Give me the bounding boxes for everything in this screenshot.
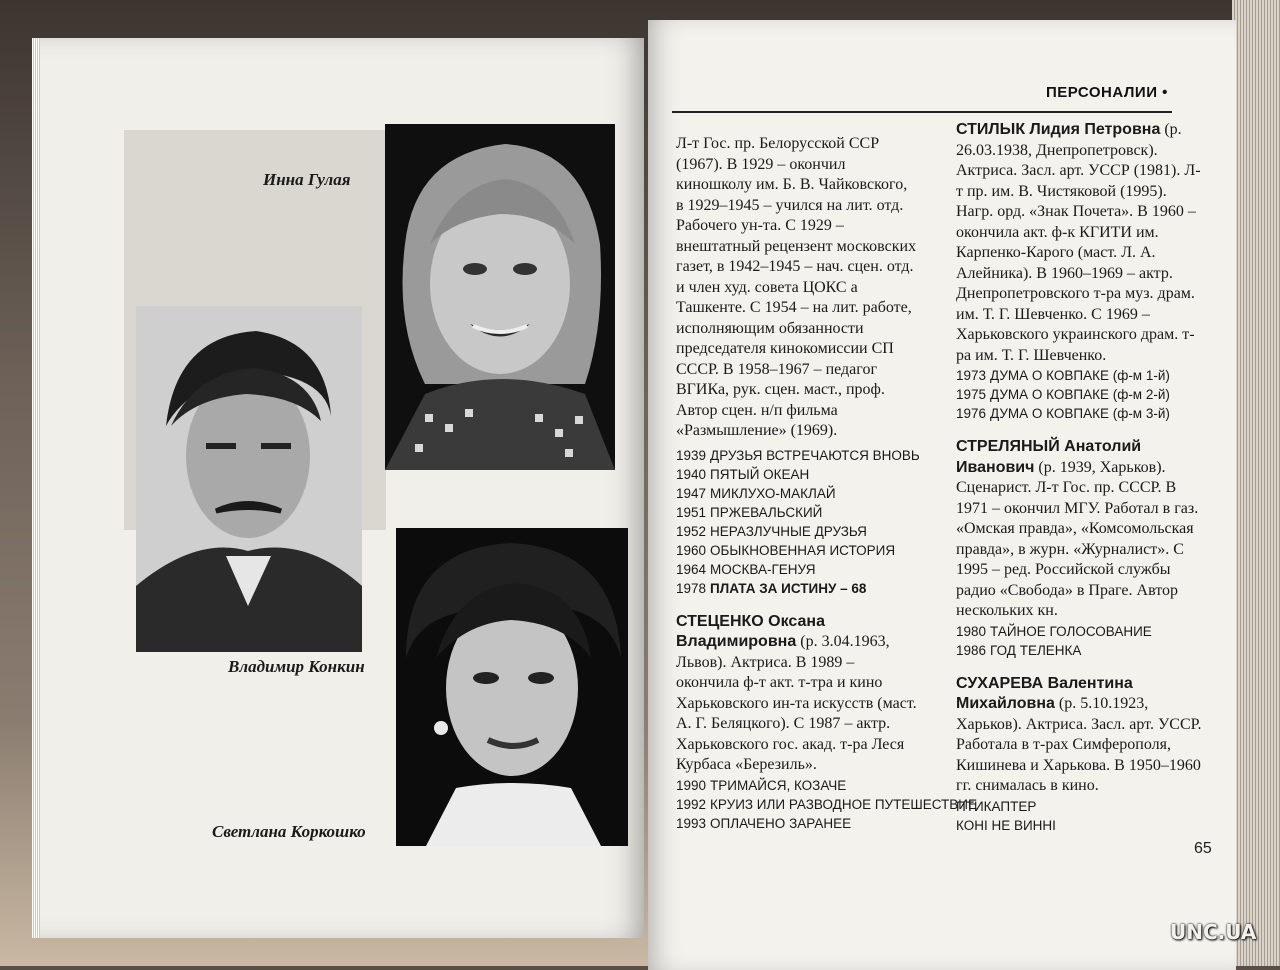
caption-svetlana-korkoshko: Светлана Коркошко	[212, 822, 366, 841]
entry-text: (р. 3.04.1963, Львов). Актриса. В 1989 – окончила ф-т акт. т-тра и кино Харьковского ин-та искусств (маст. А. Г. Беляцкого). С 1987 – актр. Харьковского гос. акад. т-ра Леся Курбаса «Березиль».	[676, 633, 917, 773]
header-rule	[672, 111, 1172, 113]
film-item: 1960 ОБЫКНОВЕННАЯ ИСТОРИЯ	[676, 542, 896, 558]
film-item: 1973 ДУМА О КОВПАКЕ (ф-м 1-й)	[956, 368, 1170, 383]
filmography-list	[956, 622, 1206, 660]
entry-stetsenko	[676, 612, 978, 833]
entry-text: (р. 5.10.1923, Харьков). Актриса. Засл. арт. УССР. Работала в т-рах Симферополя, Кишинева и Харькова. В 1950–1960 гг. снималась в кино.	[956, 695, 1202, 794]
filmography-list	[956, 366, 1206, 423]
page-header: ПЕРСОНАЛИИ •	[1046, 84, 1168, 101]
film-item: 1992 КРУИЗ ИЛИ РАЗВОДНОЕ ПУТЕШЕСТВИЕ	[676, 796, 978, 812]
film-item: 1947 МИКЛУХО-МАКЛАЙ	[676, 485, 836, 501]
entry-text: (р. 1939, Харьков). Сценарист. Л-т Гос. пр. СССР. В 1971 – окончил МГУ. Работал в газ. «Омская правда», «Комсомольская правда», в журн. «Журналист». С 1995 – ред. Российской службы радио «Свобода» в Праге. Автор нескольких кн.	[956, 458, 1199, 619]
caption-vladimir-konkin: Владимир Конкин	[228, 657, 365, 676]
photo-svetlana-korkoshko	[396, 528, 628, 846]
filmography-list	[676, 776, 978, 833]
page-number: 65	[1194, 840, 1212, 857]
film-item: 1990 ТРИМАЙСЯ, КОЗАЧЕ	[676, 777, 847, 793]
film-item: 1939 ДРУЗЬЯ ВСТРЕЧАЮТСЯ ВНОВЬ	[676, 447, 920, 463]
film-item: 1986 ГОД ТЕЛЕНКА	[956, 642, 1082, 658]
entry-sukhareva	[956, 674, 1206, 835]
film-item: ПТИКАПТЕР	[956, 798, 1037, 814]
bio-text: Л-т Гос. пр. Белорусской ССР (1967). В 1929 – окончил киношколу им. Б. В. Чайковского, в 1929–1945 – учился на лит. отд. Рабочего ун-та. С 1929 – внештатный рецензент московских газет, в 1942–1945 – нач. сцен. отд. и член худ. совета ЦОКС а Ташкенте. С 1954 – на лит. работе, исполняющим обязанности председателя кинокомиссии СП СССР. В 1958–1967 – педагог ВГИКа, рук. сцен. маст., проф. Автор сцен. н/п фильма «Размышление» (1969).	[676, 135, 917, 439]
entry-stilyk	[956, 120, 1206, 423]
film-item: 1978 ПЛАТА ЗА ИСТИНУ – 68	[676, 580, 867, 596]
photo-vladimir-konkin	[136, 306, 362, 652]
film-item: 1976 ДУМА О КОВПАКЕ (ф-м 3-й)	[956, 406, 1170, 421]
entry-name: СТЕЦЕНКО Оксана Владимировна	[676, 612, 825, 650]
film-item: 1952 НЕРАЗЛУЧНЫЕ ДРУЗЬЯ	[676, 523, 867, 539]
watermark: UNC.UA	[1170, 920, 1257, 944]
filmography-list	[956, 797, 1206, 835]
portrait-man-mustache	[136, 306, 362, 652]
photo-inna-gulaya	[385, 124, 615, 470]
entry-name: СУХАРЕВА Валентина Михайловна	[956, 674, 1133, 712]
caption-inna-gulaya: Инна Гулая	[263, 170, 351, 189]
filmography-list	[676, 446, 918, 598]
film-item: 1980 ТАЙНОЕ ГОЛОСОВАНИЕ	[956, 623, 1152, 639]
page-stack-edge	[32, 38, 40, 938]
entry-text: (р. 26.03.1938, Днепропетровск). Актриса. Засл. арт. УССР (1981). Л-т пр. им. В. Чистяковой (1995). Нагр. орд. «Знак Почета». В 1960 – окончила акт. ф-к КГИТИ им. Карпенко-Карого (маст. Л. А. Алейника). В 1960–1969 – актр. Днепропетровского т-ра муз. драм. им. Т. Г. Шевченко. С 1969 – Харьковского украинского драм. т-ра им. Т. Г. Шевченко.	[956, 121, 1201, 364]
entry-name: СТИЛЫК Лидия Петровна	[956, 121, 1161, 138]
film-item: 1940 ПЯТЫЙ ОКЕАН	[676, 466, 810, 482]
film-item: КОНІ НЕ ВИННІ	[956, 817, 1056, 833]
film-item: 1975 ДУМА О КОВПАКЕ (ф-м 2-й)	[956, 387, 1170, 402]
column-1	[676, 134, 978, 833]
portrait-woman-smiling	[385, 124, 615, 470]
book-page-edges	[1232, 0, 1280, 966]
film-item: 1993 ОПЛАЧЕНО ЗАРАНЕЕ	[676, 815, 852, 831]
portrait-woman-short-hair	[396, 528, 628, 846]
entry-strelyany	[956, 437, 1206, 660]
film-item: 1951 ПРЖЕВАЛЬСКИЙ	[676, 504, 823, 520]
entry-name: СТРЕЛЯНЫЙ Анатолий Иванович	[956, 438, 1142, 476]
film-item: 1964 МОСКВА-ГЕНУЯ	[676, 561, 816, 577]
column-2	[956, 120, 1206, 835]
